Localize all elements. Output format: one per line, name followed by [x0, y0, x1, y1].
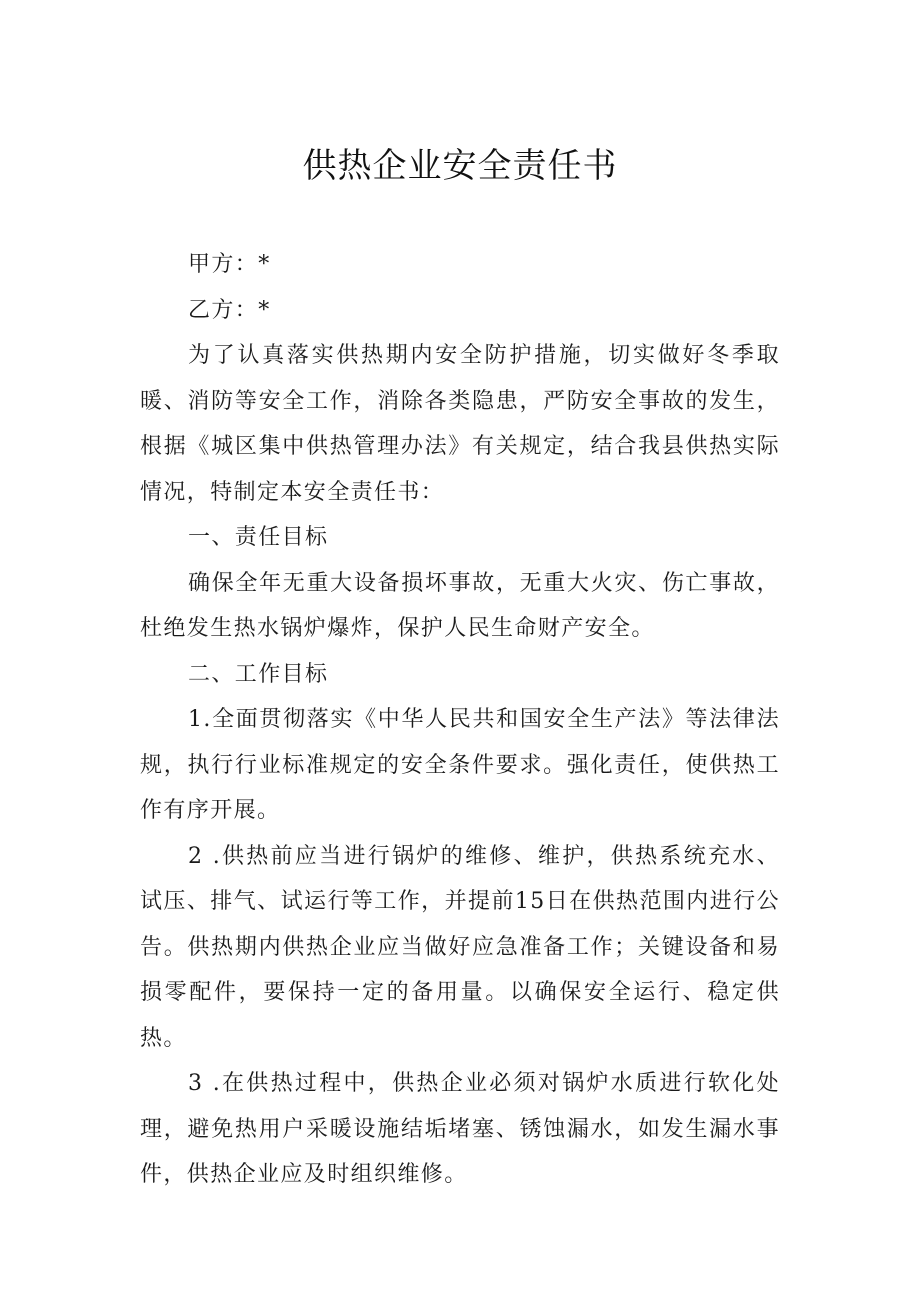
- intro-paragraph: 为了认真落实供热期内安全防护措施，切实做好冬季取暖、消防等安全工作，消除各类隐患，严防安全事故的发生，根据《城区集中供热管理办法》有关规定，结合我县供热实际情况，特制定本安全责任书：: [140, 343, 780, 505]
- section-1-heading: 一、责任目标: [188, 525, 329, 550]
- work-item-1: 1.全面贯彻落实《中华人民共和国安全生产法》等法律法规，执行行业标准规定的安全条件要求。强化责任，使供热工作有序开展。: [140, 707, 780, 823]
- party-b: 乙方：*: [188, 297, 271, 323]
- work-item-3: 3 .在供热过程中，供热企业必须对锅炉水质进行软化处理，避免热用户采暖设施结垢堵塞、锈蚀漏水，如发生漏水事件，供热企业应及时组织维修。: [140, 1071, 780, 1187]
- document-body: [140, 242, 780, 1198]
- section-1-text: 确保全年无重大设备损坏事故，无重大火灾、伤亡事故，杜绝发生热水锅炉爆炸，保护人民生命财产安全。: [140, 570, 780, 641]
- document-title: 供热企业安全责任书: [302, 146, 618, 186]
- party-a: 甲方：*: [188, 252, 271, 277]
- work-item-2: 2 .供热前应当进行锅炉的维修、维护，供热系统充水、试压、排气、试运行等工作，并提前15日在供热范围内进行公告。供热期内供热企业应当做好应急准备工作；关键设备和易损零配件，要保持一定的备用量。以确保安全运行、稳定供热。: [140, 843, 780, 1051]
- section-2-heading: 二、工作目标: [188, 661, 329, 687]
